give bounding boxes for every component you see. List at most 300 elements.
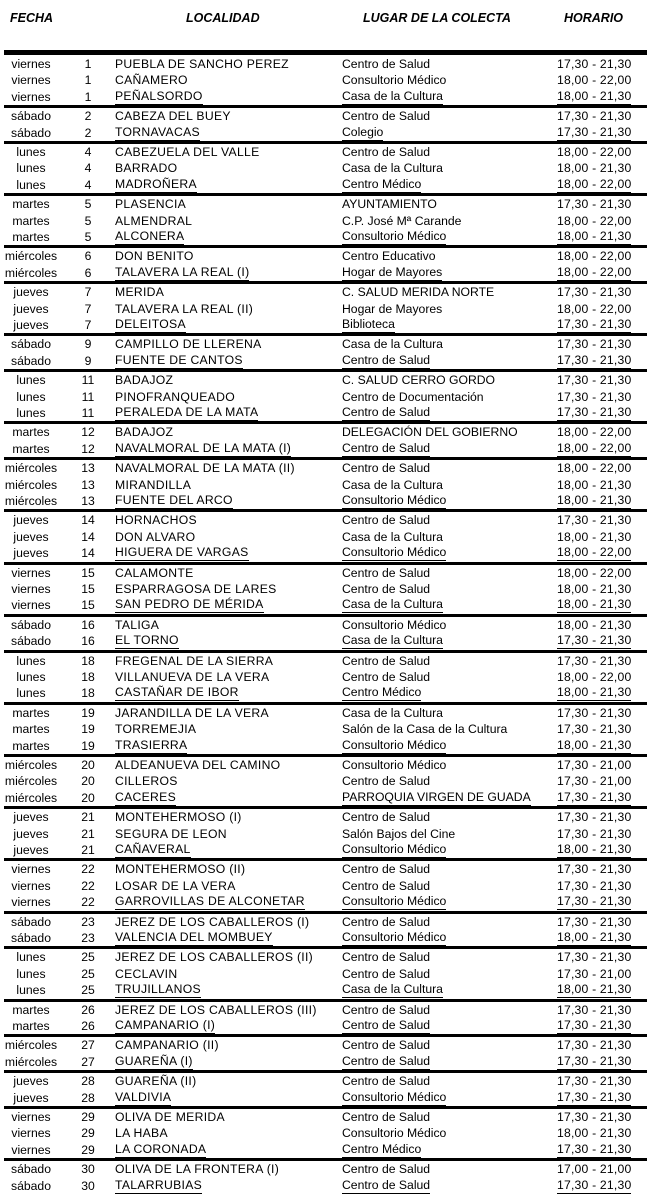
row-horario: 17,30 - 21,30 xyxy=(557,826,632,841)
row-localidad: SEGURA DE LEON xyxy=(115,826,227,841)
row-localidad: PUEBLA DE SANCHO PEREZ xyxy=(115,57,289,71)
row-day-number: 11 xyxy=(81,389,95,404)
row-day-number: 25 xyxy=(81,983,95,998)
row-day-number: 26 xyxy=(81,1019,95,1033)
row-day: viernes xyxy=(11,73,51,88)
row-localidad: TRUJILLANOS xyxy=(115,982,201,997)
row-horario: 17,30 - 21,30 xyxy=(557,513,632,528)
row-day-number: 14 xyxy=(81,546,95,561)
row-horario: 17,30 - 21,30 xyxy=(557,950,632,965)
row-day-number: 25 xyxy=(81,966,95,981)
row-day-number: 13 xyxy=(81,494,95,508)
table-row xyxy=(0,144,647,160)
row-localidad: JARANDILLA DE LA VERA xyxy=(115,705,269,720)
row-lugar: Centro de Salud xyxy=(342,1110,431,1124)
row-day-number: 12 xyxy=(81,441,95,456)
row-horario: 18,00 - 21,30 xyxy=(557,88,632,103)
row-horario: 18,00 - 22,00 xyxy=(557,545,632,560)
row-day-number: 15 xyxy=(81,582,95,596)
table-row xyxy=(0,705,647,721)
row-horario: 18,00 - 22,00 xyxy=(557,73,632,88)
row-day: sábado xyxy=(11,353,51,368)
row-day-number: 19 xyxy=(81,705,95,720)
row-horario: 18,00 - 21,30 xyxy=(557,493,632,507)
row-horario: 17,30 - 21,30 xyxy=(557,57,632,71)
row-lugar: Centro Médico xyxy=(342,685,422,700)
row-lugar: Casa de la Cultura xyxy=(342,161,443,176)
row-lugar: Consultorio Médico xyxy=(342,930,447,944)
row-day: miércoles xyxy=(4,774,58,789)
row-localidad: CAMPANARIO (II) xyxy=(115,1038,219,1053)
row-day: miércoles xyxy=(4,477,58,492)
row-horario: 17,30 - 21,30 xyxy=(557,633,632,648)
row-day: viernes xyxy=(11,1110,51,1124)
table-row xyxy=(0,1109,647,1125)
table-row xyxy=(0,1178,647,1194)
row-day-number: 11 xyxy=(81,406,95,420)
row-localidad: CECLAVIN xyxy=(115,966,178,981)
row-day: lunes xyxy=(16,145,46,159)
row-lugar: Centro de Salud xyxy=(342,57,431,71)
row-localidad: FREGENAL DE LA SIERRA xyxy=(115,653,274,668)
row-day-number: 11 xyxy=(81,373,95,388)
row-lugar: DELEGACIÓN DEL GOBIERNO xyxy=(342,425,518,440)
row-day: martes xyxy=(12,1002,50,1017)
row-day: lunes xyxy=(16,389,46,404)
row-lugar: Centro de Documentación xyxy=(342,389,484,404)
row-lugar: Centro de Salud xyxy=(342,440,431,455)
row-day: miércoles xyxy=(4,1038,58,1053)
row-lugar: Centro de Salud xyxy=(342,1053,431,1068)
row-horario: 18,00 - 21,30 xyxy=(557,597,632,612)
row-localidad: MIRANDILLA xyxy=(115,477,192,492)
row-day-number: 12 xyxy=(81,425,95,440)
row-lugar: Centro de Salud xyxy=(342,878,431,893)
row-localidad: MONTEHERMOSO (II) xyxy=(115,862,246,877)
row-horario: 17,30 - 21,30 xyxy=(557,1053,632,1068)
row-day: jueves xyxy=(13,1090,49,1105)
row-localidad: LOSAR DE LA VERA xyxy=(115,878,236,893)
row-day: viernes xyxy=(11,1142,51,1157)
row-lugar: Consultorio Médico xyxy=(342,894,447,909)
table-row xyxy=(0,545,647,561)
row-lugar: Casa de la Cultura xyxy=(342,597,443,612)
row-horario: 18,00 - 22,00 xyxy=(557,670,632,684)
row-day-number: 29 xyxy=(81,1126,95,1141)
row-lugar: Centro de Salud xyxy=(342,582,431,596)
table-row xyxy=(0,1002,647,1018)
row-lugar: Centro de Salud xyxy=(342,914,431,929)
row-lugar: Centro de Salud xyxy=(342,405,431,419)
row-lugar: Consultorio Médico xyxy=(342,73,447,88)
row-localidad: NAVALMORAL DE LA MATA (II) xyxy=(115,461,295,476)
row-lugar: Centro Médico xyxy=(342,176,422,191)
row-day: martes xyxy=(12,705,50,720)
row-localidad: HORNACHOS xyxy=(115,513,197,528)
row-localidad: PLASENCIA xyxy=(115,197,187,212)
row-localidad: VALDIVIA xyxy=(115,1089,172,1104)
row-day-number: 7 xyxy=(84,301,92,316)
row-localidad: TORREMEJIA xyxy=(115,722,197,737)
row-day-number: 13 xyxy=(81,477,95,492)
row-day: miércoles xyxy=(4,249,58,264)
row-lugar: Centro de Salud xyxy=(342,670,431,684)
row-day: viernes xyxy=(11,565,51,580)
row-horario: 17,30 - 21,30 xyxy=(557,722,632,737)
row-lugar: Centro Educativo xyxy=(342,249,436,264)
table-row xyxy=(0,757,647,773)
row-day-number: 13 xyxy=(81,461,95,476)
row-day: miércoles xyxy=(4,790,58,805)
table-row xyxy=(0,177,647,193)
row-day-number: 4 xyxy=(84,145,92,159)
row-day: jueves xyxy=(13,843,49,857)
row-day-number: 27 xyxy=(81,1054,95,1069)
row-localidad: PINOFRANQUEADO xyxy=(115,389,235,404)
table-row xyxy=(0,213,647,229)
row-lugar: Consultorio Médico xyxy=(342,842,447,856)
table-row xyxy=(0,512,647,528)
row-horario: 17,30 - 21,30 xyxy=(557,878,632,893)
row-day-number: 22 xyxy=(81,862,95,877)
row-horario: 18,00 - 21,30 xyxy=(557,529,632,544)
table-row xyxy=(0,108,647,124)
row-horario: 17,30 - 21,30 xyxy=(557,337,632,352)
table-row xyxy=(0,790,647,806)
row-day: jueves xyxy=(13,285,49,300)
row-horario: 17,30 - 21,30 xyxy=(557,789,632,804)
row-day-number: 20 xyxy=(81,758,95,772)
row-day-number: 1 xyxy=(84,73,92,88)
row-day: viernes xyxy=(11,878,51,893)
row-day-number: 14 xyxy=(81,513,95,528)
row-day: martes xyxy=(12,1019,50,1033)
row-horario: 17,30 - 21,30 xyxy=(557,914,632,929)
row-lugar: Centro de Salud xyxy=(342,774,431,789)
row-lugar: Hogar de Mayores xyxy=(342,264,443,279)
row-horario: 17,30 - 21,30 xyxy=(557,1074,632,1089)
row-localidad: BARRADO xyxy=(115,161,178,176)
row-day: viernes xyxy=(11,57,51,71)
row-lugar: Consultorio Médico xyxy=(342,229,447,243)
table-row xyxy=(0,738,647,754)
row-lugar: Casa de la Cultura xyxy=(342,705,443,720)
table-row xyxy=(0,1054,647,1070)
row-day: sábado xyxy=(11,109,51,124)
row-day: viernes xyxy=(11,89,51,104)
row-lugar: Consultorio Médico xyxy=(342,737,447,752)
table-row xyxy=(0,721,647,737)
table-row xyxy=(0,89,647,105)
row-day: lunes xyxy=(16,161,46,176)
row-day: martes xyxy=(12,213,50,228)
row-day: lunes xyxy=(16,966,46,981)
row-day: jueves xyxy=(13,810,49,825)
row-horario: 18,00 - 21,30 xyxy=(557,617,632,632)
table-row xyxy=(0,248,647,264)
row-horario: 18,00 - 22,00 xyxy=(557,145,632,159)
row-lugar: Casa de la Cultura xyxy=(342,88,443,103)
row-day: miércoles xyxy=(4,758,58,772)
table-row xyxy=(0,914,647,930)
row-day-number: 19 xyxy=(81,738,95,753)
table-row xyxy=(0,930,647,946)
row-localidad: CACERES xyxy=(115,789,177,804)
row-lugar: Centro de Salud xyxy=(342,810,431,825)
row-horario: 17,30 - 21,30 xyxy=(557,1002,632,1017)
table-row xyxy=(0,529,647,545)
row-horario: 17,30 - 21,30 xyxy=(557,1177,632,1192)
table-row xyxy=(0,581,647,597)
table-row xyxy=(0,441,647,457)
row-lugar: C. SALUD MERIDA NORTE xyxy=(342,285,495,300)
row-horario: 17,30 - 21,30 xyxy=(557,810,632,825)
row-lugar: Centro de Salud xyxy=(342,950,431,965)
row-day-number: 18 xyxy=(81,670,95,684)
table-row xyxy=(0,842,647,858)
row-lugar: AYUNTAMIENTO xyxy=(342,197,437,212)
row-localidad: CAMPANARIO (I) xyxy=(115,1018,216,1032)
row-localidad: MERIDA xyxy=(115,285,165,300)
row-horario: 17,30 - 21,30 xyxy=(557,352,632,367)
row-day-number: 30 xyxy=(81,1162,95,1177)
row-lugar: Salón de la Casa de la Cultura xyxy=(342,722,508,737)
row-horario: 18,00 - 21,30 xyxy=(557,982,632,997)
row-day-number: 22 xyxy=(81,878,95,893)
row-localidad: GUAREÑA (I) xyxy=(115,1053,193,1068)
table-row xyxy=(0,685,647,701)
row-day: lunes xyxy=(16,686,46,701)
table-row xyxy=(0,317,647,333)
table-row xyxy=(0,405,647,421)
row-localidad: OLIVA DE MERIDA xyxy=(115,1110,225,1124)
row-day: jueves xyxy=(13,546,49,561)
row-horario: 17,30 - 21,30 xyxy=(557,1110,632,1124)
row-localidad: JEREZ DE LOS CABALLEROS (II) xyxy=(115,950,314,965)
row-horario: 18,00 - 21,30 xyxy=(557,842,632,856)
row-horario: 18,00 - 21,30 xyxy=(557,685,632,700)
row-day-number: 21 xyxy=(81,810,95,825)
row-horario: 18,00 - 21,30 xyxy=(557,1126,632,1141)
row-day-number: 4 xyxy=(84,161,92,176)
row-localidad: DELEITOSA xyxy=(115,317,186,331)
table-row xyxy=(0,336,647,352)
row-horario: 17,30 - 21,00 xyxy=(557,966,632,981)
table-row xyxy=(0,1125,647,1141)
row-day: jueves xyxy=(13,513,49,528)
table-row xyxy=(0,773,647,789)
table-row xyxy=(0,301,647,317)
table-row xyxy=(0,966,647,982)
table-row xyxy=(0,826,647,842)
row-localidad: LA HABA xyxy=(115,1126,168,1141)
row-day: viernes xyxy=(11,598,51,613)
row-horario: 18,00 - 21,30 xyxy=(557,229,632,243)
row-horario: 17,30 - 21,30 xyxy=(557,1141,632,1156)
row-day-number: 27 xyxy=(81,1038,95,1053)
row-localidad: FUENTE DE CANTOS xyxy=(115,352,243,367)
row-day: miércoles xyxy=(4,1054,58,1069)
row-lugar: Casa de la Cultura xyxy=(342,337,443,352)
row-day-number: 25 xyxy=(81,950,95,965)
row-day-number: 15 xyxy=(81,598,95,613)
row-day-number: 20 xyxy=(81,774,95,789)
row-lugar: Consultorio Médico xyxy=(342,493,447,507)
header-localidad: LOCALIDAD xyxy=(186,11,260,25)
row-horario: 17,30 - 21,30 xyxy=(557,862,632,877)
row-day: sábado xyxy=(11,337,51,352)
row-horario: 18,00 - 21,30 xyxy=(557,477,632,492)
row-localidad: SAN PEDRO DE MÉRIDA xyxy=(115,597,264,612)
table-row xyxy=(0,265,647,281)
table-row xyxy=(0,1161,647,1177)
row-day-number: 5 xyxy=(84,213,92,228)
row-day-number: 30 xyxy=(81,1178,95,1193)
row-lugar: Centro de Salud xyxy=(342,352,431,367)
row-day-number: 16 xyxy=(81,634,95,649)
row-day-number: 5 xyxy=(84,230,92,244)
table-row xyxy=(0,565,647,581)
row-day-number: 6 xyxy=(84,265,92,280)
row-horario: 17,30 - 21,30 xyxy=(557,653,632,668)
row-day-number: 6 xyxy=(84,249,92,264)
row-lugar: Consultorio Médico xyxy=(342,1089,447,1104)
row-day-number: 21 xyxy=(81,843,95,857)
row-lugar: Hogar de Mayores xyxy=(342,301,443,316)
row-localidad: TALAVERA LA REAL (I) xyxy=(115,264,250,279)
table-row xyxy=(0,424,647,440)
row-day-number: 9 xyxy=(84,353,92,368)
row-horario: 17,00 - 21,00 xyxy=(557,1162,632,1177)
row-day-number: 28 xyxy=(81,1074,95,1089)
row-localidad: BADAJOZ xyxy=(115,425,174,440)
row-day-number: 5 xyxy=(84,197,92,212)
row-day: martes xyxy=(12,441,50,456)
row-horario: 17,30 - 21,30 xyxy=(557,1089,632,1104)
row-horario: 18,00 - 22,00 xyxy=(557,440,632,455)
row-lugar: PARROQUIA VIRGEN DE GUADA xyxy=(342,789,531,804)
row-localidad: MADROÑERA xyxy=(115,176,197,191)
row-localidad: CAMPILLO DE LLERENA xyxy=(115,337,262,352)
row-horario: 17,30 - 21,30 xyxy=(557,705,632,720)
header-lugar: LUGAR DE LA COLECTA xyxy=(363,11,511,25)
row-lugar: Centro de Salud xyxy=(342,1177,431,1192)
row-localidad: CAÑAMERO xyxy=(115,73,188,88)
row-localidad: ALDEANUEVA DEL CAMINO xyxy=(115,758,281,772)
row-localidad: MONTEHERMOSO (I) xyxy=(115,810,242,825)
table-row xyxy=(0,861,647,877)
row-lugar: Colegio xyxy=(342,124,384,139)
table-row xyxy=(0,949,647,965)
table-row xyxy=(0,809,647,825)
row-lugar: C.P. José Mª Carande xyxy=(342,213,462,228)
row-localidad: DON ALVARO xyxy=(115,529,196,544)
row-day: jueves xyxy=(13,529,49,544)
row-localidad: ALMENDRAL xyxy=(115,213,193,228)
row-day-number: 20 xyxy=(81,790,95,805)
row-day: sábado xyxy=(11,617,51,632)
row-day: jueves xyxy=(13,826,49,841)
row-day-number: 28 xyxy=(81,1090,95,1105)
row-localidad: CABEZA DEL BUEY xyxy=(115,109,231,124)
row-day-number: 15 xyxy=(81,565,95,580)
table-row xyxy=(0,389,647,405)
table-row xyxy=(0,633,647,649)
table-row xyxy=(0,1090,647,1106)
row-day: lunes xyxy=(16,406,46,420)
row-day-number: 23 xyxy=(81,914,95,929)
row-localidad: EL TORNO xyxy=(115,633,179,648)
row-day: martes xyxy=(12,197,50,212)
row-day-number: 18 xyxy=(81,653,95,668)
row-day: viernes xyxy=(11,862,51,877)
row-day: lunes xyxy=(16,983,46,998)
row-horario: 18,00 - 21,30 xyxy=(557,582,632,596)
row-localidad: CILLEROS xyxy=(115,774,178,789)
row-horario: 18,00 - 22,00 xyxy=(557,213,632,228)
row-day: sábado xyxy=(11,125,51,140)
row-lugar: Casa de la Cultura xyxy=(342,529,443,544)
table-row xyxy=(0,160,647,176)
row-horario: 17,30 - 21,00 xyxy=(557,758,632,772)
row-lugar: Consultorio Médico xyxy=(342,617,447,632)
row-day-number: 29 xyxy=(81,1110,95,1124)
row-localidad: CASTAÑAR DE IBOR xyxy=(115,685,239,700)
row-horario: 17,30 - 21,00 xyxy=(557,774,632,789)
row-lugar: Centro de Salud xyxy=(342,1162,431,1177)
row-localidad: BADAJOZ xyxy=(115,373,174,388)
row-lugar: Casa de la Cultura xyxy=(342,982,443,997)
header-fecha: FECHA xyxy=(10,11,54,25)
row-day: lunes xyxy=(16,177,46,192)
table-row xyxy=(0,56,647,72)
row-day: viernes xyxy=(11,895,51,910)
row-localidad: GUAREÑA (II) xyxy=(115,1074,197,1089)
row-horario: 18,00 - 21,30 xyxy=(557,161,632,176)
row-day-number: 9 xyxy=(84,337,92,352)
table-row xyxy=(0,669,647,685)
row-day-number: 4 xyxy=(84,177,92,192)
row-day-number: 7 xyxy=(84,285,92,300)
row-localidad: TRASIERRA xyxy=(115,737,188,752)
table-row xyxy=(0,1073,647,1089)
table-row xyxy=(0,894,647,910)
row-localidad: PEÑALSORDO xyxy=(115,88,203,103)
row-day: miércoles xyxy=(4,461,58,476)
row-horario: 18,00 - 22,00 xyxy=(557,301,632,316)
row-day: lunes xyxy=(16,373,46,388)
row-lugar: Casa de la Cultura xyxy=(342,633,443,648)
table-row xyxy=(0,982,647,998)
table-row xyxy=(0,229,647,245)
row-horario: 17,30 - 21,30 xyxy=(557,405,632,419)
table-row xyxy=(0,72,647,88)
row-day-number: 21 xyxy=(81,826,95,841)
table-row xyxy=(0,1018,647,1034)
row-localidad: TALARRUBIAS xyxy=(115,1177,203,1192)
row-lugar: Centro de Salud xyxy=(342,653,431,668)
row-day: miércoles xyxy=(4,265,58,280)
row-localidad: JEREZ DE LOS CABALLEROS (I) xyxy=(115,914,310,929)
row-localidad: DON BENITO xyxy=(115,249,194,264)
table-row xyxy=(0,460,647,476)
table-row xyxy=(0,878,647,894)
row-day: sábado xyxy=(11,931,51,945)
row-horario: 18,00 - 22,00 xyxy=(557,249,632,264)
row-lugar: C. SALUD CERRO GORDO xyxy=(342,373,496,388)
row-localidad: GARROVILLAS DE ALCONETAR xyxy=(115,894,305,909)
row-localidad: ALCONERA xyxy=(115,229,185,243)
